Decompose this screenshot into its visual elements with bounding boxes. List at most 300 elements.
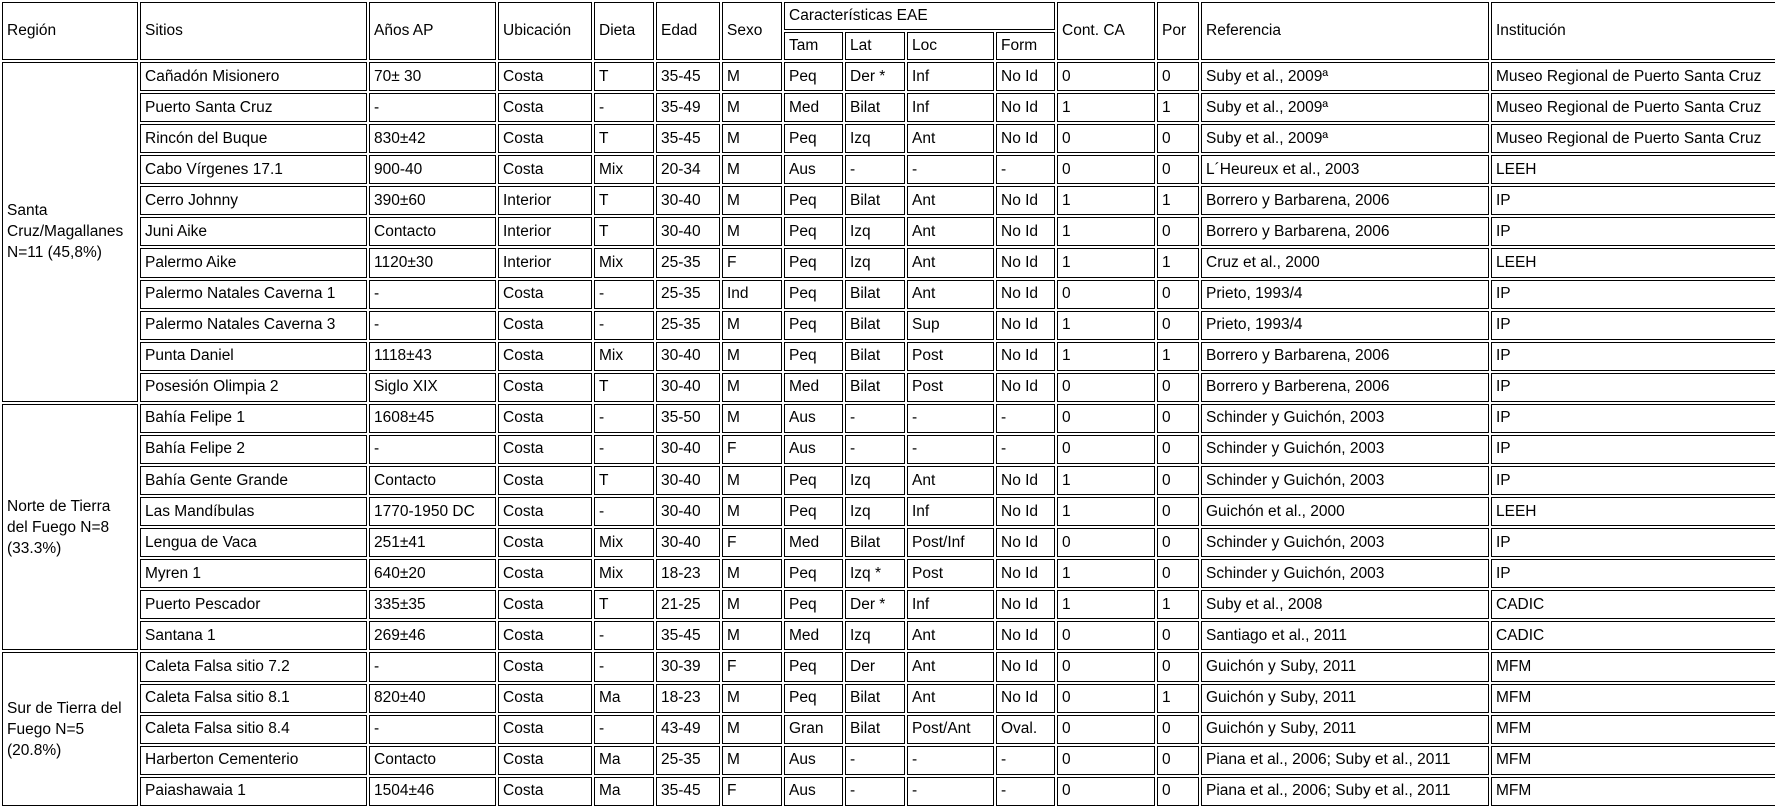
sitio-cell: Cañadón Misionero [140, 62, 367, 91]
sexo-cell: F [722, 528, 782, 557]
cont-ca-cell: 1 [1057, 466, 1155, 495]
sexo-cell: M [722, 62, 782, 91]
table-row [2, 559, 1775, 588]
dieta-cell: Ma [594, 746, 654, 775]
cont-ca-cell: 0 [1057, 280, 1155, 309]
loc-cell: Post/Inf [907, 528, 994, 557]
referencia-cell: Schinder y Guichón, 2003 [1201, 559, 1489, 588]
sexo-cell: M [722, 155, 782, 184]
por-cell: 0 [1157, 311, 1199, 340]
ubicacion-cell: Interior [498, 217, 592, 246]
lat-cell: Izq [845, 248, 905, 277]
loc-cell: Ant [907, 124, 994, 153]
referencia-cell: Borrero y Barbarena, 2006 [1201, 342, 1489, 371]
lat-cell: Bilat [845, 684, 905, 713]
referencia-cell: Guichón y Suby, 2011 [1201, 715, 1489, 744]
institucion-cell: IP [1491, 404, 1775, 433]
sexo-cell: M [722, 621, 782, 650]
sitio-cell: Palermo Natales Caverna 3 [140, 311, 367, 340]
lat-cell: Izq [845, 124, 905, 153]
cont-ca-cell: 1 [1057, 342, 1155, 371]
sexo-cell: M [722, 311, 782, 340]
por-cell: 0 [1157, 497, 1199, 526]
table-row [2, 590, 1775, 619]
tam-cell: Med [784, 373, 843, 402]
por-cell: 0 [1157, 404, 1199, 433]
lat-cell: Bilat [845, 715, 905, 744]
sexo-cell: F [722, 248, 782, 277]
sexo-cell: Ind [722, 280, 782, 309]
anos-ap-cell: Contacto [369, 746, 496, 775]
ubicacion-cell: Interior [498, 186, 592, 215]
ubicacion-cell: Costa [498, 311, 592, 340]
edad-cell: 35-45 [656, 621, 720, 650]
loc-cell: Ant [907, 466, 994, 495]
sexo-cell: M [722, 715, 782, 744]
referencia-cell: Cruz et al., 2000 [1201, 248, 1489, 277]
edad-cell: 35-49 [656, 93, 720, 122]
sitio-cell: Rincón del Buque [140, 124, 367, 153]
lat-cell: Izq [845, 497, 905, 526]
loc-cell: Ant [907, 186, 994, 215]
anos-ap-cell: 251±41 [369, 528, 496, 557]
table-row [2, 280, 1775, 309]
anos-ap-cell: 830±42 [369, 124, 496, 153]
cont-ca-cell: 1 [1057, 248, 1155, 277]
sexo-cell: M [722, 342, 782, 371]
edad-cell: 30-40 [656, 342, 720, 371]
ubicacion-cell: Costa [498, 497, 592, 526]
referencia-cell: Borrero y Barbarena, 2006 [1201, 186, 1489, 215]
loc-cell: Ant [907, 248, 994, 277]
header-loc: Loc [907, 32, 994, 60]
sitio-cell: Harberton Cementerio [140, 746, 367, 775]
edad-cell: 30-40 [656, 528, 720, 557]
lat-cell: Bilat [845, 311, 905, 340]
anos-ap-cell: 1120±30 [369, 248, 496, 277]
table-row [2, 746, 1775, 775]
cont-ca-cell: 0 [1057, 528, 1155, 557]
loc-cell: Ant [907, 280, 994, 309]
dieta-cell: - [594, 435, 654, 464]
header-caracteristicas-eae: Características EAE [784, 2, 1055, 30]
loc-cell: Inf [907, 497, 994, 526]
referencia-cell: Guichón y Suby, 2011 [1201, 652, 1489, 681]
edad-cell: 21-25 [656, 590, 720, 619]
sexo-cell: M [722, 684, 782, 713]
lat-cell: - [845, 404, 905, 433]
table-row [2, 528, 1775, 557]
sexo-cell: M [722, 559, 782, 588]
header-edad: Edad [656, 2, 720, 60]
tam-cell: Peq [784, 248, 843, 277]
header-sexo: Sexo [722, 2, 782, 60]
por-cell: 0 [1157, 715, 1199, 744]
cont-ca-cell: 0 [1057, 373, 1155, 402]
loc-cell: Post [907, 342, 994, 371]
sexo-cell: M [722, 590, 782, 619]
por-cell: 0 [1157, 62, 1199, 91]
lat-cell: Bilat [845, 342, 905, 371]
dieta-cell: - [594, 497, 654, 526]
anos-ap-cell: - [369, 715, 496, 744]
sitio-cell: Paiashawaia 1 [140, 777, 367, 806]
header-referencia: Referencia [1201, 2, 1489, 60]
sexo-cell: M [722, 186, 782, 215]
loc-cell: Inf [907, 62, 994, 91]
por-cell: 1 [1157, 248, 1199, 277]
tam-cell: Peq [784, 186, 843, 215]
loc-cell: Inf [907, 93, 994, 122]
ubicacion-cell: Costa [498, 373, 592, 402]
ubicacion-cell: Costa [498, 590, 592, 619]
ubicacion-cell: Costa [498, 124, 592, 153]
ubicacion-cell: Costa [498, 621, 592, 650]
region-cell: Norte de Tierra del Fuego N=8 (33.3%) [2, 404, 138, 651]
loc-cell: Ant [907, 621, 994, 650]
sitio-cell: Punta Daniel [140, 342, 367, 371]
por-cell: 1 [1157, 186, 1199, 215]
anos-ap-cell: 70± 30 [369, 62, 496, 91]
table-row [2, 62, 1775, 91]
tam-cell: Peq [784, 590, 843, 619]
dieta-cell: - [594, 93, 654, 122]
sitio-cell: Cabo Vírgenes 17.1 [140, 155, 367, 184]
institucion-cell: Museo Regional de Puerto Santa Cruz [1491, 124, 1775, 153]
dieta-cell: - [594, 311, 654, 340]
sexo-cell: M [722, 217, 782, 246]
por-cell: 0 [1157, 559, 1199, 588]
tam-cell: Peq [784, 559, 843, 588]
edad-cell: 35-45 [656, 124, 720, 153]
sitio-cell: Puerto Pescador [140, 590, 367, 619]
edad-cell: 30-40 [656, 497, 720, 526]
anos-ap-cell: Contacto [369, 466, 496, 495]
table-row [2, 217, 1775, 246]
por-cell: 0 [1157, 435, 1199, 464]
tam-cell: Peq [784, 217, 843, 246]
header-ubicacion: Ubicación [498, 2, 592, 60]
sitio-cell: Cerro Johnny [140, 186, 367, 215]
sitio-cell: Santana 1 [140, 621, 367, 650]
form-cell: No Id [996, 621, 1055, 650]
region-cell: Santa Cruz/Magallanes N=11 (45,8%) [2, 62, 138, 402]
cont-ca-cell: 1 [1057, 186, 1155, 215]
tam-cell: Peq [784, 280, 843, 309]
tam-cell: Aus [784, 404, 843, 433]
tam-cell: Peq [784, 684, 843, 713]
header-anos-ap: Años AP [369, 2, 496, 60]
anos-ap-cell: - [369, 435, 496, 464]
por-cell: 0 [1157, 528, 1199, 557]
tam-cell: Aus [784, 435, 843, 464]
table-row [2, 186, 1775, 215]
loc-cell: Ant [907, 684, 994, 713]
sexo-cell: M [722, 373, 782, 402]
sexo-cell: M [722, 124, 782, 153]
sexo-cell: M [722, 93, 782, 122]
referencia-cell: Schinder y Guichón, 2003 [1201, 435, 1489, 464]
lat-cell: Izq [845, 466, 905, 495]
sitio-cell: Juni Aike [140, 217, 367, 246]
sexo-cell: F [722, 652, 782, 681]
dieta-cell: - [594, 280, 654, 309]
sexo-cell: M [722, 466, 782, 495]
tam-cell: Aus [784, 155, 843, 184]
institucion-cell: IP [1491, 466, 1775, 495]
ubicacion-cell: Interior [498, 248, 592, 277]
edad-cell: 35-50 [656, 404, 720, 433]
edad-cell: 30-39 [656, 652, 720, 681]
anos-ap-cell: Contacto [369, 217, 496, 246]
referencia-cell: Santiago et al., 2011 [1201, 621, 1489, 650]
table-row [2, 497, 1775, 526]
edad-cell: 18-23 [656, 559, 720, 588]
table-row [2, 435, 1775, 464]
por-cell: 0 [1157, 777, 1199, 806]
ubicacion-cell: Costa [498, 777, 592, 806]
dieta-cell: T [594, 590, 654, 619]
form-cell: - [996, 404, 1055, 433]
form-cell: No Id [996, 248, 1055, 277]
dieta-cell: - [594, 621, 654, 650]
edad-cell: 25-35 [656, 280, 720, 309]
referencia-cell: Schinder y Guichón, 2003 [1201, 528, 1489, 557]
tam-cell: Peq [784, 466, 843, 495]
lat-cell: - [845, 777, 905, 806]
dieta-cell: Ma [594, 777, 654, 806]
tam-cell: Peq [784, 497, 843, 526]
edad-cell: 30-40 [656, 435, 720, 464]
ubicacion-cell: Costa [498, 684, 592, 713]
sexo-cell: F [722, 777, 782, 806]
table-row [2, 248, 1775, 277]
referencia-cell: Schinder y Guichón, 2003 [1201, 404, 1489, 433]
cont-ca-cell: 0 [1057, 404, 1155, 433]
form-cell: No Id [996, 528, 1055, 557]
header-dieta: Dieta [594, 2, 654, 60]
institucion-cell: CADIC [1491, 590, 1775, 619]
cont-ca-cell: 0 [1057, 684, 1155, 713]
loc-cell: - [907, 746, 994, 775]
edad-cell: 25-35 [656, 248, 720, 277]
cont-ca-cell: 1 [1057, 311, 1155, 340]
loc-cell: Inf [907, 590, 994, 619]
institucion-cell: IP [1491, 186, 1775, 215]
lat-cell: - [845, 155, 905, 184]
table-row [2, 93, 1775, 122]
tam-cell: Peq [784, 124, 843, 153]
table-row [2, 621, 1775, 650]
ubicacion-cell: Costa [498, 652, 592, 681]
sexo-cell: M [722, 497, 782, 526]
table-row [2, 373, 1775, 402]
form-cell: - [996, 155, 1055, 184]
table-row [2, 311, 1775, 340]
por-cell: 0 [1157, 621, 1199, 650]
por-cell: 0 [1157, 373, 1199, 402]
edad-cell: 30-40 [656, 466, 720, 495]
ubicacion-cell: Costa [498, 342, 592, 371]
form-cell: No Id [996, 280, 1055, 309]
por-cell: 1 [1157, 684, 1199, 713]
lat-cell: Bilat [845, 186, 905, 215]
referencia-cell: Borrero y Barbarena, 2006 [1201, 217, 1489, 246]
institucion-cell: IP [1491, 280, 1775, 309]
header-por: Por [1157, 2, 1199, 60]
referencia-cell: Suby et al., 2009ª [1201, 93, 1489, 122]
anos-ap-cell: - [369, 280, 496, 309]
dieta-cell: Mix [594, 342, 654, 371]
edad-cell: 20-34 [656, 155, 720, 184]
sitio-cell: Palermo Natales Caverna 1 [140, 280, 367, 309]
dieta-cell: - [594, 404, 654, 433]
sitio-cell: Palermo Aike [140, 248, 367, 277]
dieta-cell: T [594, 124, 654, 153]
referencia-cell: Guichón y Suby, 2011 [1201, 684, 1489, 713]
lat-cell: Bilat [845, 280, 905, 309]
form-cell: - [996, 777, 1055, 806]
cont-ca-cell: 1 [1057, 590, 1155, 619]
cont-ca-cell: 0 [1057, 62, 1155, 91]
tam-cell: Peq [784, 342, 843, 371]
sitio-cell: Caleta Falsa sitio 8.1 [140, 684, 367, 713]
loc-cell: Post/Ant [907, 715, 994, 744]
referencia-cell: L´Heureux et al., 2003 [1201, 155, 1489, 184]
header-institucion: Institución [1491, 2, 1775, 60]
header-region: Región [2, 2, 138, 60]
anos-ap-cell: 900-40 [369, 155, 496, 184]
region-cell: Sur de Tierra del Fuego N=5 (20.8%) [2, 652, 138, 806]
por-cell: 0 [1157, 155, 1199, 184]
sitio-cell: Caleta Falsa sitio 7.2 [140, 652, 367, 681]
form-cell: No Id [996, 62, 1055, 91]
referencia-cell: Suby et al., 2009ª [1201, 62, 1489, 91]
lat-cell: Izq * [845, 559, 905, 588]
anos-ap-cell: 335±35 [369, 590, 496, 619]
ubicacion-cell: Costa [498, 404, 592, 433]
tam-cell: Aus [784, 777, 843, 806]
anos-ap-cell: - [369, 311, 496, 340]
edad-cell: 30-40 [656, 186, 720, 215]
ubicacion-cell: Costa [498, 466, 592, 495]
institucion-cell: LEEH [1491, 155, 1775, 184]
referencia-cell: Guichón et al., 2000 [1201, 497, 1489, 526]
dieta-cell: T [594, 186, 654, 215]
ubicacion-cell: Costa [498, 528, 592, 557]
edad-cell: 18-23 [656, 684, 720, 713]
sitio-cell: Bahía Gente Grande [140, 466, 367, 495]
dieta-cell: Mix [594, 559, 654, 588]
form-cell: No Id [996, 652, 1055, 681]
ubicacion-cell: Costa [498, 435, 592, 464]
header-cont-ca: Cont. CA [1057, 2, 1155, 60]
cont-ca-cell: 0 [1057, 435, 1155, 464]
edad-cell: 35-45 [656, 62, 720, 91]
tam-cell: Med [784, 528, 843, 557]
table-row [2, 155, 1775, 184]
dieta-cell: Ma [594, 684, 654, 713]
sexo-cell: M [722, 404, 782, 433]
institucion-cell: CADIC [1491, 621, 1775, 650]
institucion-cell: IP [1491, 559, 1775, 588]
institucion-cell: IP [1491, 217, 1775, 246]
cont-ca-cell: 0 [1057, 124, 1155, 153]
dieta-cell: T [594, 373, 654, 402]
loc-cell: - [907, 777, 994, 806]
edad-cell: 25-35 [656, 746, 720, 775]
dieta-cell: T [594, 62, 654, 91]
referencia-cell: Prieto, 1993/4 [1201, 311, 1489, 340]
table-row [2, 404, 1775, 433]
loc-cell: - [907, 404, 994, 433]
lat-cell: - [845, 435, 905, 464]
dieta-cell: Mix [594, 248, 654, 277]
institucion-cell: MFM [1491, 777, 1775, 806]
cont-ca-cell: 0 [1057, 715, 1155, 744]
dieta-cell: T [594, 217, 654, 246]
cont-ca-cell: 0 [1057, 652, 1155, 681]
referencia-cell: Piana et al., 2006; Suby et al., 2011 [1201, 777, 1489, 806]
anos-ap-cell: 1608±45 [369, 404, 496, 433]
loc-cell: Sup [907, 311, 994, 340]
sitio-cell: Las Mandíbulas [140, 497, 367, 526]
institucion-cell: IP [1491, 435, 1775, 464]
dieta-cell: Mix [594, 155, 654, 184]
table-row [2, 777, 1775, 806]
cont-ca-cell: 1 [1057, 497, 1155, 526]
lat-cell: Der [845, 652, 905, 681]
lat-cell: Izq [845, 217, 905, 246]
form-cell: No Id [996, 217, 1055, 246]
tam-cell: Peq [784, 62, 843, 91]
anos-ap-cell: - [369, 93, 496, 122]
ubicacion-cell: Costa [498, 62, 592, 91]
form-cell: No Id [996, 124, 1055, 153]
form-cell: No Id [996, 93, 1055, 122]
ubicacion-cell: Costa [498, 155, 592, 184]
tam-cell: Aus [784, 746, 843, 775]
anos-ap-cell: Siglo XIX [369, 373, 496, 402]
lat-cell: Der * [845, 590, 905, 619]
edad-cell: 30-40 [656, 217, 720, 246]
anos-ap-cell: 269±46 [369, 621, 496, 650]
edad-cell: 43-49 [656, 715, 720, 744]
ubicacion-cell: Costa [498, 559, 592, 588]
referencia-cell: Piana et al., 2006; Suby et al., 2011 [1201, 746, 1489, 775]
cont-ca-cell: 1 [1057, 217, 1155, 246]
cont-ca-cell: 1 [1057, 93, 1155, 122]
cont-ca-cell: 0 [1057, 155, 1155, 184]
por-cell: 1 [1157, 590, 1199, 619]
anos-ap-cell: 1118±43 [369, 342, 496, 371]
form-cell: No Id [996, 590, 1055, 619]
institucion-cell: IP [1491, 373, 1775, 402]
sexo-cell: F [722, 435, 782, 464]
institucion-cell: MFM [1491, 746, 1775, 775]
loc-cell: Ant [907, 652, 994, 681]
institucion-cell: IP [1491, 528, 1775, 557]
table-row [2, 684, 1775, 713]
lat-cell: - [845, 746, 905, 775]
cont-ca-cell: 1 [1057, 559, 1155, 588]
cont-ca-cell: 0 [1057, 746, 1155, 775]
table-row [2, 466, 1775, 495]
tam-cell: Peq [784, 311, 843, 340]
edad-cell: 35-45 [656, 777, 720, 806]
table-row [2, 652, 1775, 681]
institucion-cell: LEEH [1491, 497, 1775, 526]
